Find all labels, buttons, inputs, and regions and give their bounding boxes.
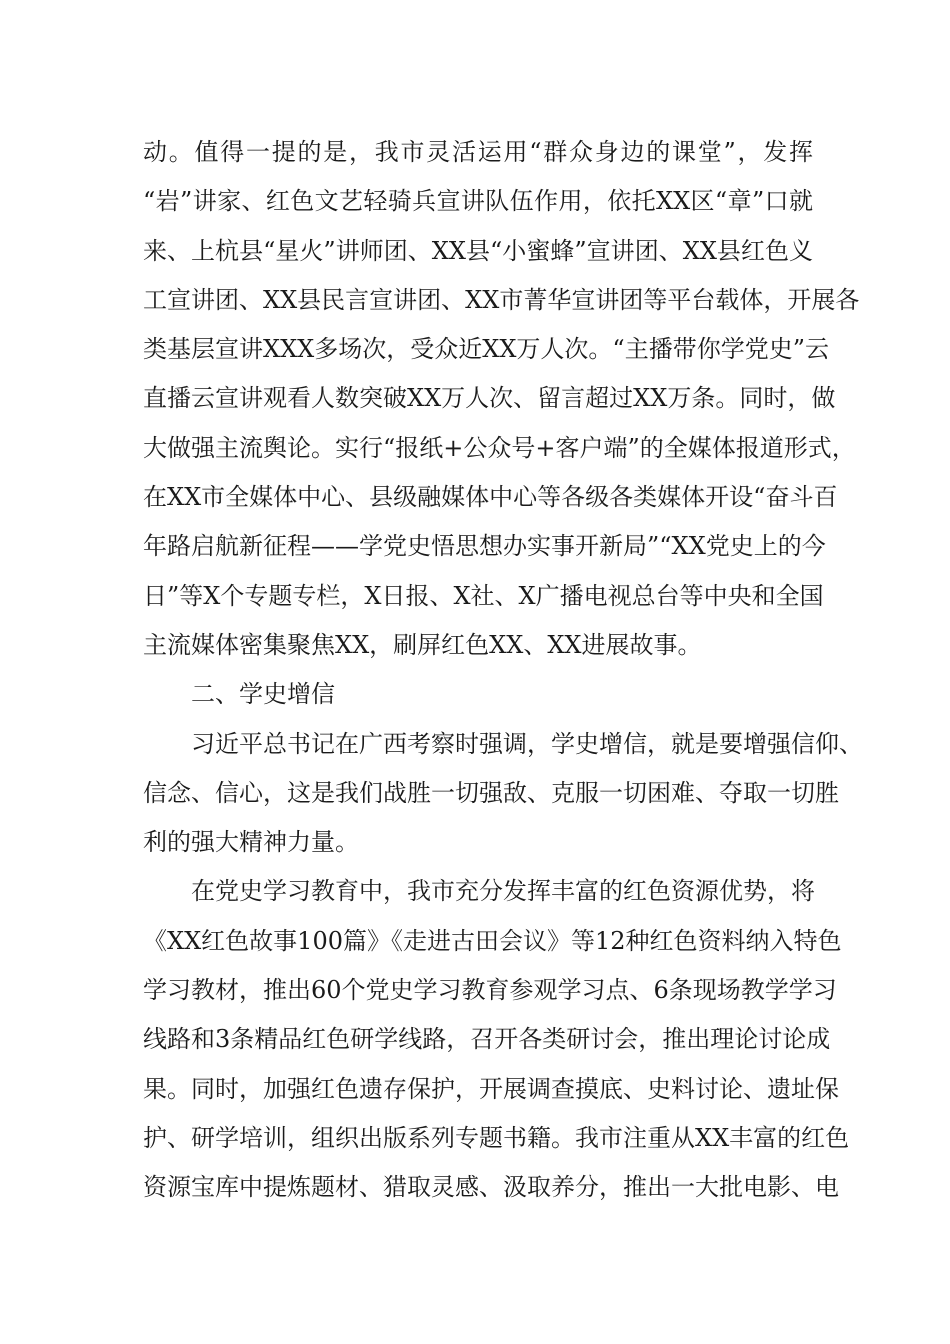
text-line: 工宣讲团、XX县民言宣讲团、XX市菁华宣讲团等平台载体，开展各	[143, 285, 860, 314]
text-line: 利的强大精神力量。	[143, 828, 359, 857]
text-line: 主流媒体密集聚焦XX，刷屏红色XX、XX进展故事。	[143, 630, 702, 659]
section-heading	[143, 670, 813, 719]
paragraph	[143, 867, 850, 1212]
heading-text: 二、学史增信	[191, 680, 335, 709]
text-line: 线路和3条精品红色研学线路，召开各类研讨会，推出理论讨论成	[143, 1025, 831, 1054]
paragraph	[143, 720, 863, 868]
text-line: 护、研学培训，组织出版系列专题书籍。我市注重从XX丰富的红色	[143, 1123, 850, 1152]
text-line: 类基层宣讲XXX多场次，受众近XX万人次。“主播带你学党史”云	[143, 335, 829, 364]
text-line: “岩”讲家、红色文艺轻骑兵宣讲队伍作用，依托XX区“章”口就	[143, 187, 813, 216]
text-line: 直播云宣讲观看人数突破XX万人次、留言超过XX万条。同时，做	[143, 384, 836, 413]
text-line: 在党史学习教育中，我市充分发挥丰富的红色资源优势，将	[191, 877, 815, 906]
text-line: 《XX红色故事100篇》《走进古田会议》等12种红色资料纳入特色	[143, 926, 842, 955]
document-body	[143, 128, 863, 1213]
text-line: 来、上杭县“星火”讲师团、XX县“小蜜蜂”宣讲团、XX县红色义	[143, 236, 813, 265]
text-line: 在XX市全媒体中心、县级融媒体中心等各级各类媒体开设“奋斗百	[143, 483, 838, 512]
text-line: 日”等X个专题专栏，X日报、X社、X广播电视总台等中央和全国	[143, 581, 824, 610]
text-line: 大做强主流舆论。实行“报纸+公众号+客户端”的全媒体报道形式，	[143, 433, 856, 462]
paragraph	[143, 128, 860, 670]
text-line: 学习教材，推出60个党史学习教育参观学习点、6条现场教学学习	[143, 976, 837, 1005]
text-line: 资源宝库中提炼题材、猎取灵感、汲取养分，推出一大批电影、电	[143, 1173, 839, 1202]
text-line: 年路启航新征程——学党史悟思想办实事开新局”“XX党史上的今	[143, 532, 826, 561]
text-line: 动。值得一提的是，我市灵活运用“群众身边的课堂”，发挥	[143, 138, 813, 166]
text-line: 习近平总书记在广西考察时强调，学史增信，就是要增强信仰、	[191, 729, 863, 758]
text-line: 信念、信心，这是我们战胜一切强敌、克服一切困难、夺取一切胜	[143, 778, 839, 807]
text-line: 果。同时，加强红色遗存保护，开展调查摸底、史料讨论、遗址保	[143, 1074, 839, 1103]
